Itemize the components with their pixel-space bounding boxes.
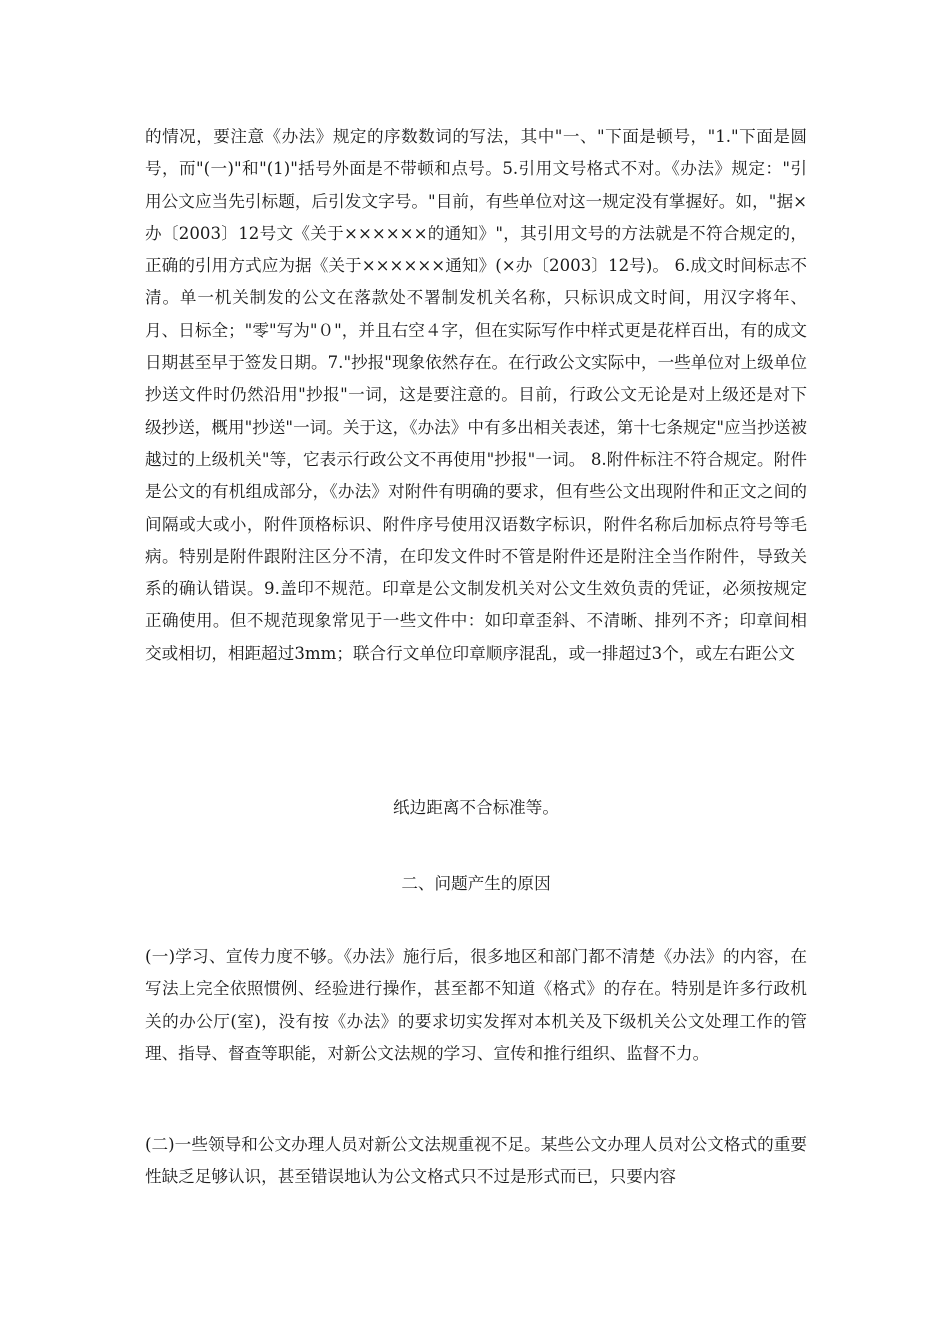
body-paragraph-cause-1: (一)学习、宣传力度不够。《办法》施行后，很多地区和部门都不清楚《办法》的内容，在写法上完全依照惯例、经验进行操作，甚至都不知道《格式》的存在。特别是许多行政机关的办公厅(室)，没有按《办法》的要求切实发挥对本机关及下级机关公文处理工作的管理、指导、督查等职能，对新公文法规的学习、宣传和推行组织、监督不力。 xyxy=(145,947,807,1063)
body-paragraph-last-line: 纸边距离不合标准等。 xyxy=(393,798,559,817)
body-paragraph-cause-2: (二)一些领导和公文办理人员对新公文法规重视不足。某些公文办理人员对公文格式的重要性缺乏足够认识，甚至错误地认为公文格式只不过是形式而已，只要内容 xyxy=(145,1135,807,1187)
section-heading: 二、问题产生的原因 xyxy=(401,874,551,893)
body-paragraph-problems-list: 的情况，要注意《办法》规定的序数数词的写法，其中"一、"下面是顿号，"1."下面是圆号，而"(一)"和"(1)"括号外面是不带顿和点号。5.引用文号格式不对。《办法》规定："引用公文应当先引标题，后引发文字号。"目前，有些单位对这一规定没有掌握好。如，"据×办〔2003〕12号文《关于××××××的通知》"，其引用文号的方法就是不符合规定的，正确的引用方式应为据《关于××××××通知》(×办〔2003〕12号)。 6.成文时间标志不清。单一机关制发的公文在落款处不署制发机关名称，只标识成文时间，用汉字将年、月、日标全；"零"写为"０"，并且右空４字，但在实际写作中样式更是花样百出，有的成文日期甚至早于签发日期。7."抄报"现象依然存在。在行政公文实际中，一些单位对上级单位抄送文件时仍然沿用"抄报"一词，这是要注意的。目前，行政公文无论是对上级还是对下级抄送，概用"抄送"一词。关于这，《办法》中有多出相关表述，第十七条规定"应当抄送被越过的上级机关"等，它表示行政公文不再使用"抄报"一词。 8.附件标注不符合规定。附件是公文的有机组成部分，《办法》对附件有明确的要求，但有些公文出现附件和正文之间的间隔或大或小，附件顶格标识、附件序号使用汉语数字标识，附件名称后加标点符号等毛病。特别是附件跟附注区分不清，在印发文件时不管是附件还是附注全当作附件，导致关系的确认错误。9.盖印不规范。印章是公文制发机关对公文生效负责的凭证，必须按规定正确使用。但不规范现象常见于一些文件中：如印章歪斜、不清晰、排列不齐；印章间相交或相切，相距超过3mm；联合行文单位印章顺序混乱，或一排超过3个，或左右距公文 xyxy=(145,127,807,663)
